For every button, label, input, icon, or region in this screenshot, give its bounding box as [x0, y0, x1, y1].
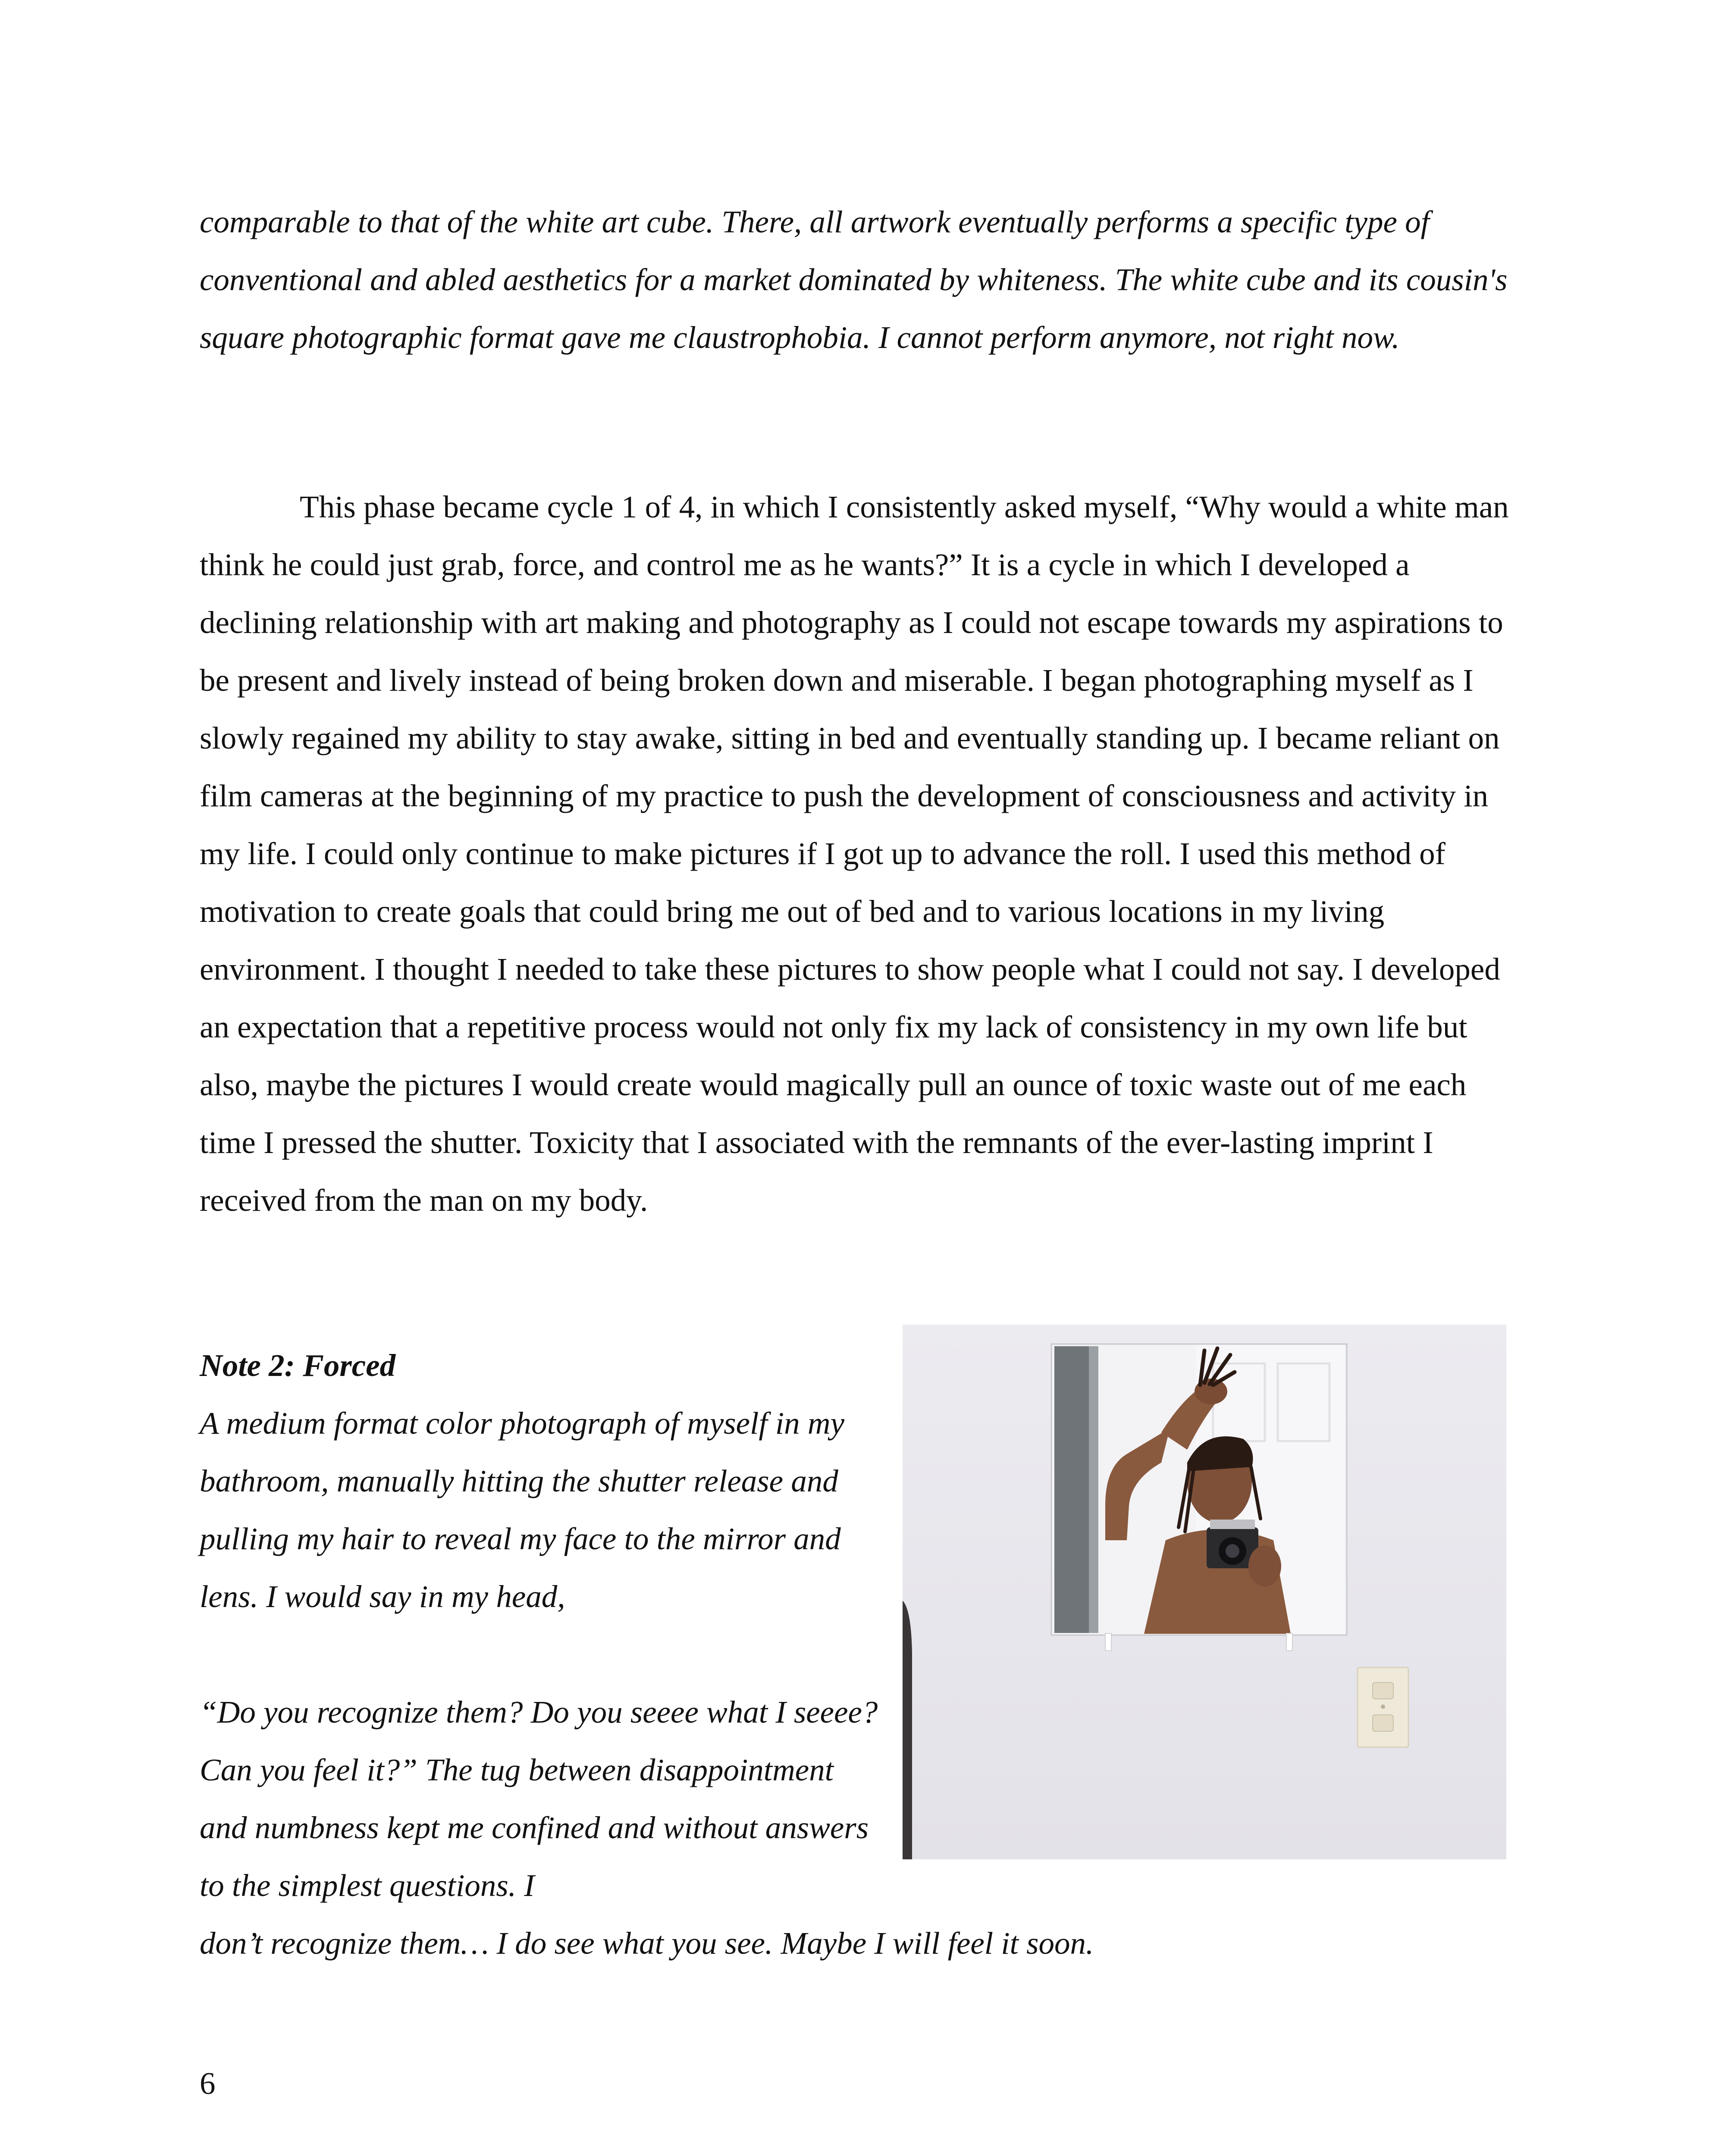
page-number: 6	[200, 2066, 216, 2101]
intro-paragraph: comparable to that of the white art cube. There, all artwork eventually performs a specific type of conventional and abled aesthetics for a market dominated by whiteness. The white cube and its cousin's square photographic format gave me claustrophobia. I cannot perform anymore, not right now.	[200, 204, 1508, 355]
note-title: Note 2: Forced	[200, 1348, 396, 1383]
note-closing-line: don’t recognize them… I do see what you see. Maybe I will feel it soon.	[200, 1926, 1094, 1961]
body-paragraph: This phase became cycle 1 of 4, in which I consistently asked myself, “Why would a white man think he could just grab, force, and control me as he wants?” It is a cycle in which I developed a declining relationship with art making and photography as I could not escape towards my aspirations to be present and lively instead of being broken down and miserable. I began photographing myself as I slowly regained my ability to stay awake, sitting in bed and eventually standing up. I became reliant on film cameras at the beginning of my practice to push the development of consciousness and activity in my life. I could only continue to make pictures if I got up to advance the roll. I used this method of motivation to create goals that could bring me out of bed and to various locations in my living environment. I thought I needed to take these pictures to show people what I could not say. I developed an expectation that a repetitive process would not only fix my lack of consistency in my own life but also, maybe the pictures I would create would magically pull an ounce of toxic waste out of me each time I pressed the shutter. Toxicity that I associated with the remnants of the ever-lasting imprint I received from the man on my body.	[200, 489, 1509, 1218]
note-description: A medium format color photograph of myself in my bathroom, manually hitting the shutter release and pulling my hair to reveal my face to the mirror and lens. I would say in my head,	[200, 1406, 845, 1614]
note-quote: “Do you recognize them? Do you seeee what I seeee? Can you feel it?” The tug between disappointment and numbness kept me confined and without answers to the simplest questions. I	[200, 1695, 878, 1903]
note-caption	[200, 1337, 1373, 1972]
